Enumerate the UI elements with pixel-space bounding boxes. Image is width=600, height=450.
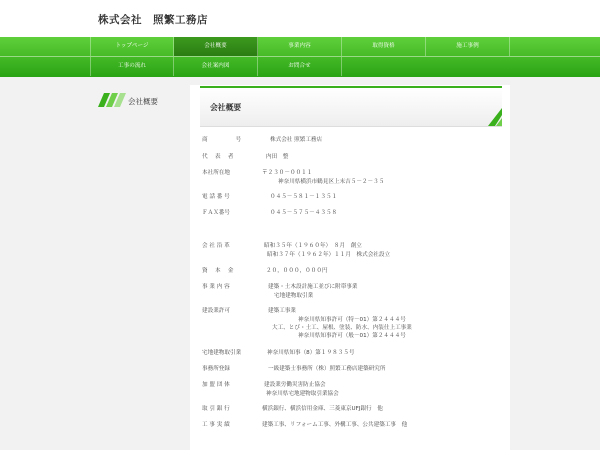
nav-item-qualifications[interactable]: 取得資格 xyxy=(342,37,426,56)
green-stripes-icon xyxy=(98,93,126,107)
info-value: 〒２３０－００１１ xyxy=(262,170,313,176)
sidebar-heading-label[interactable]: 会社概要 xyxy=(128,97,158,106)
info-label: 加 盟 団 体 xyxy=(202,382,230,388)
info-label: 電 話 番 号 xyxy=(202,194,230,200)
nav-item-company[interactable]: 会社概要 xyxy=(174,37,258,56)
info-value: 昭和３７年（１９６２年）１１月 株式会社設立 xyxy=(267,252,391,258)
info-value: 大工、とび・土工、屋根、塗装、防水、内装仕上工事業 xyxy=(272,325,412,331)
info-value: 建築・土木設計施工並びに附帯事業 xyxy=(268,284,358,290)
info-label: 会 社 沿 革 xyxy=(202,243,230,249)
nav-item-works[interactable]: 施工事例 xyxy=(426,37,510,56)
info-value: 宅地建物取引業 xyxy=(274,293,314,299)
info-value: 一級建築士事務所（株）照繁工務店建築研究所 xyxy=(268,366,386,372)
info-label: 代 表 者 xyxy=(202,154,234,160)
nav-row-1 xyxy=(90,37,510,56)
info-value: ０４５－５７５－４３５８ xyxy=(270,210,338,216)
sidebar-heading xyxy=(98,93,178,107)
nav-item-flow[interactable]: 工事の流れ xyxy=(90,57,174,76)
info-value: ２０，０００，０００円 xyxy=(266,268,328,274)
nav-item-contact[interactable]: お問合せ xyxy=(258,57,342,76)
info-label: 事務所登録 xyxy=(202,366,230,372)
info-label: 資 本 金 xyxy=(202,268,234,274)
info-value: 建設業労働災害防止協会 xyxy=(264,382,326,388)
info-label: ＦＡＸ番号 xyxy=(202,210,230,216)
info-value: 建築工事業 xyxy=(268,308,296,314)
info-value: 神奈川県横浜市鶴見区上末吉５－２－３５ xyxy=(278,179,385,185)
info-value: 神奈川県知事許可（般－01）第２４４４号 xyxy=(298,333,406,339)
info-label: 宅地建物取引業 xyxy=(202,350,242,356)
site-title[interactable]: 株式会社 照繁工務店 xyxy=(98,14,208,26)
page-title: 会社概要 xyxy=(210,103,242,112)
nav-item-map[interactable]: 会社案内図 xyxy=(174,57,258,76)
green-stripes-icon xyxy=(482,108,502,126)
info-value: 神奈川県宅地建物取引業協会 xyxy=(266,391,339,397)
info-label: 工 事 実 績 xyxy=(202,422,230,428)
info-label: 商 号 xyxy=(202,137,242,143)
info-value: 内田 整 xyxy=(266,154,289,160)
nav-row-2 xyxy=(90,57,510,76)
content-title-bar xyxy=(200,86,502,127)
info-value: 神奈川県知事許可（特－01）第２４４４号 xyxy=(298,317,406,323)
site-header xyxy=(0,0,600,37)
info-value: 昭和３５年（１９６０年） ８月 創立 xyxy=(264,243,362,249)
nav-item-business[interactable]: 事業内容 xyxy=(258,37,342,56)
info-label: 建設業許可 xyxy=(202,308,230,314)
info-value: 神奈川県知事（8）第１９８３５号 xyxy=(267,350,355,356)
info-value: 横浜銀行、横浜信用金庫、三菱東京UFJ銀行 他 xyxy=(262,406,383,412)
info-value: 株式会社 照繁工務店 xyxy=(270,137,323,143)
info-label: 事 業 内 容 xyxy=(202,284,230,290)
info-value: 建築工事、リフォーム工事、外構工事、公共建築工事 他 xyxy=(262,422,408,428)
info-label: 本社所在地 xyxy=(202,170,230,176)
nav-item-top[interactable]: トップページ xyxy=(90,37,174,56)
info-value: ０４５－５８１－１３５１ xyxy=(270,194,338,200)
info-label: 取 引 銀 行 xyxy=(202,406,230,412)
